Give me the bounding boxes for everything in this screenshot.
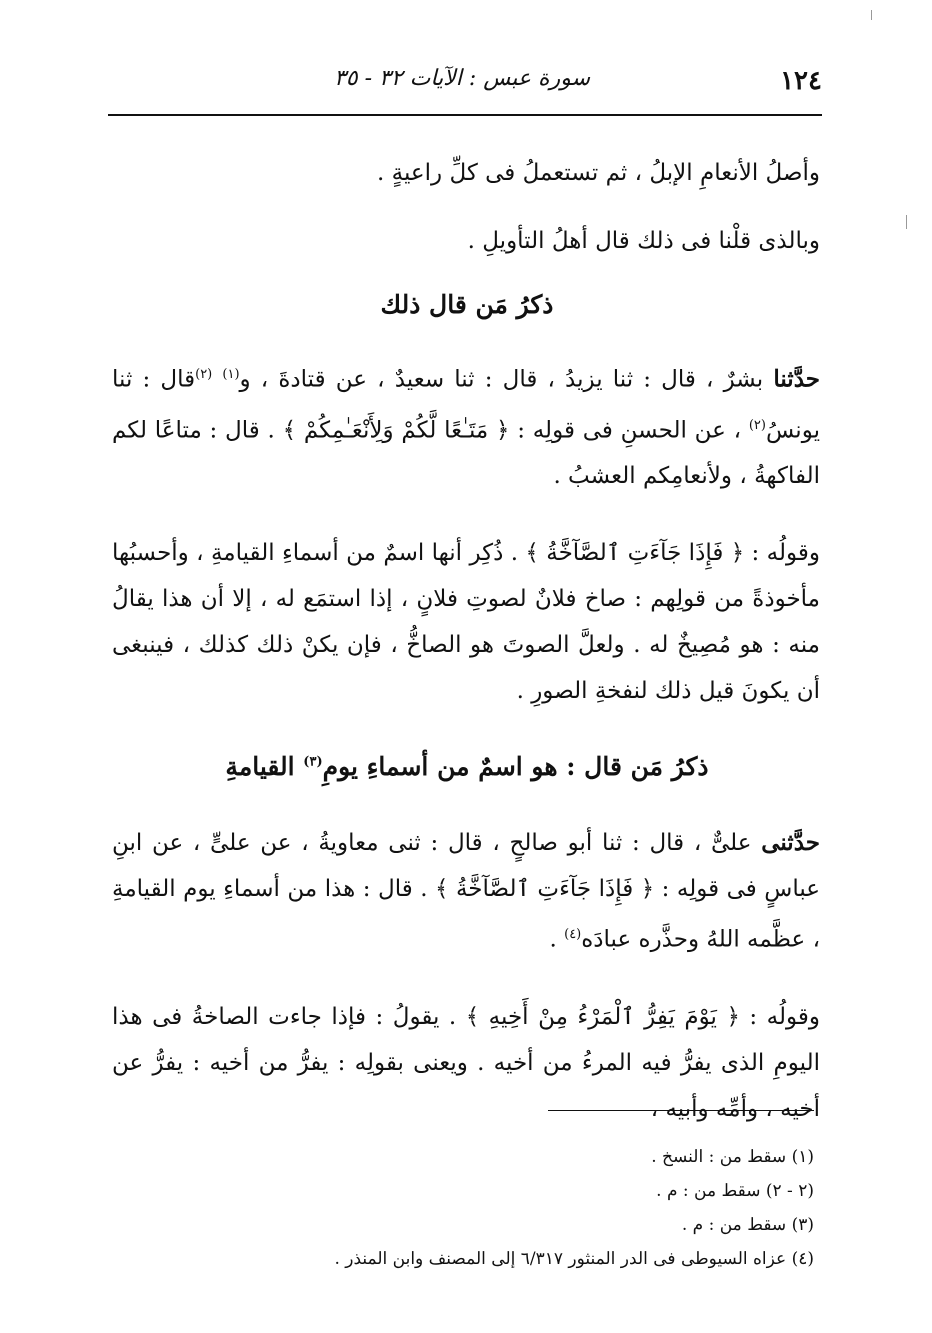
heading-2-part-b: القيامةِ xyxy=(225,752,304,781)
header-rule xyxy=(108,114,822,116)
footnote-rule xyxy=(548,1110,814,1111)
paragraph-3-part-a: بشرٌ ، قال : ثنا يزيدُ ، قال : ثنا سعيدٌ ، عن قتادةَ ، و xyxy=(239,366,774,393)
paragraph-1: وأصلُ الأنعامِ الإبلُ ، ثم تستعملُ فى كلِّ راعيةٍ . xyxy=(377,160,820,186)
paragraph-4: وقولُه : ﴿ فَإِذَا جَآءَتِ ٱلصَّآخَّةُ ﴾ . ذُكِر أنها اسمٌ من أسماءِ القيامةِ ، وأحسبُها مأخوذةً من قولِهم : صاخ فلانٌ لصوتِ فلانٍ ، إذا استمَع له ، إلا أن هذا يقالُ منه : هو مُصِيخٌ له . ولعلَّ الصوتَ هو الصاخُّ ، فإن يكنْ ذلك كذلك ، فينبغى أن يكونَ قيل ذلك لنفخةِ الصورِ . xyxy=(112,540,820,704)
paragraph-5-end: . xyxy=(549,926,565,953)
paragraph-3-part-c: ، عن الحسنِ فى قولِه : ﴿ مَتَـٰعًا لَّكُمْ وَلِأَنْعَـٰمِكُمْ ﴾ . قال : متاعًا لكم الفاكهةُ ، ولأنعامِكم العشبُ . xyxy=(112,417,820,490)
paragraph-2: وبالذى قلْنا فى ذلك قال أهلُ التأويلِ . xyxy=(467,228,820,254)
paragraph-3 xyxy=(112,352,820,499)
scan-edge-mark xyxy=(871,10,872,20)
scan-edge-mark-2 xyxy=(906,215,907,229)
paragraph-3-part-b: قال : ثنا يونسُ xyxy=(112,366,820,444)
footnote-3: (٣) سقط من : م . xyxy=(681,1215,814,1235)
heading-2-part-a: ذكرُ مَن قال : هو اسمٌ من أسماءِ يومِ xyxy=(322,752,709,781)
footnote-ref-3: (٣) xyxy=(303,754,323,770)
footnote-2: (٢ - ٢) سقط من : م . xyxy=(656,1181,814,1201)
footnote-1: (١) سقط من : النسخ . xyxy=(651,1147,814,1167)
footnote-4: (٤) عزاه السيوطى فى الدر المنثور ٦/٣١٧ إلى المصنف وابن المنذر . xyxy=(334,1249,814,1269)
paragraph-5-part-a: علىٌّ ، قال : ثنا أبو صالحٍ ، قال : ثنى معاويةُ ، عن علىٍّ ، عن ابنِ عباسٍ فى قولِه : ﴿ فَإِذَا جَآءَتِ ٱلصَّآخَّةُ ﴾ . قال : هذا من أسماءِ يوم القيامةِ ، عظَّمه اللهُ وحذَّره عبادَه xyxy=(112,830,820,953)
footnote-ref-2-start: (٢) xyxy=(195,367,213,382)
isnad-lead: حدَّثنا xyxy=(773,365,820,393)
section-heading-2 xyxy=(112,752,822,781)
footnote-ref-2-end: (٢) xyxy=(748,417,766,433)
footnote-ref-4: (٤) xyxy=(564,927,582,942)
page-number: ١٢٤ xyxy=(780,66,822,96)
paragraph-5 xyxy=(112,820,820,963)
footnotes xyxy=(114,1140,814,1276)
running-title: سورة عبس : الآيات ٣٢ - ٣٥ xyxy=(333,66,590,91)
section-heading-1: ذكرُ مَن قال ذلك xyxy=(380,290,554,319)
footnote-ref-1: (١) xyxy=(222,367,240,382)
isnad-lead-2: حدَّثنى xyxy=(761,829,820,856)
paragraph-6: وقولُه : ﴿ يَوْمَ يَفِرُّ ٱلْمَرْءُ مِنْ أَخِيهِ ﴾ . يقولُ : فإذا جاءت الصاخةُ فى هذا اليومِ الذى يفرُّ فيه المرءُ من أخيه . ويعنى بقولِه : يفرُّ من أخيه : يفرُّ عن أخيه ، وأمِّه وأبيه ، xyxy=(112,1004,820,1122)
page-header xyxy=(108,58,822,116)
